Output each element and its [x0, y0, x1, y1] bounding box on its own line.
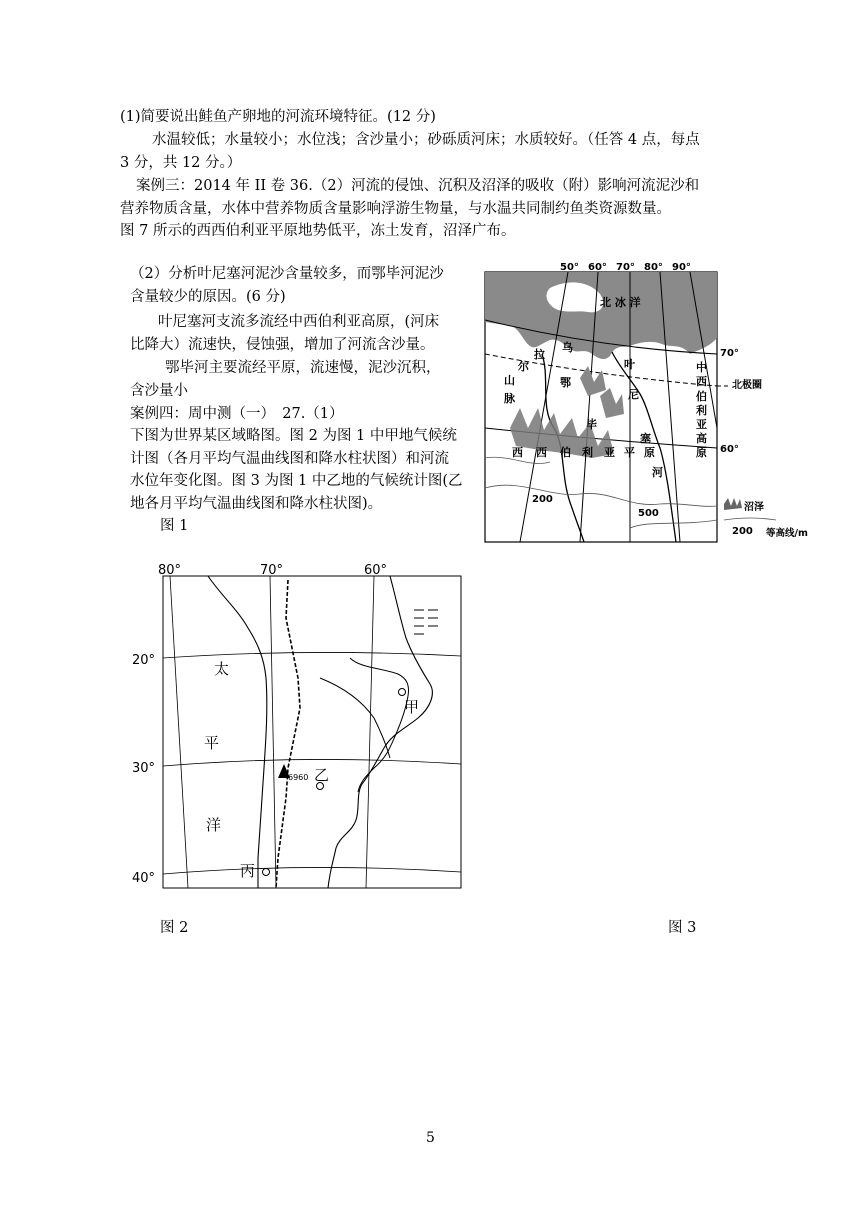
sa-lat-label-40: 40°	[132, 871, 156, 886]
answer-2-line-1: 叶尼塞河支流多流经中西伯利亚高原，(河床	[158, 314, 440, 330]
plateau-char-5: 亚	[696, 418, 707, 431]
west-siberia-map	[480, 258, 820, 548]
sa-lon-label-80: 80°	[158, 563, 182, 578]
yenisei-char-3: 塞	[640, 432, 651, 445]
pacific-char-3: 洋	[206, 816, 222, 834]
plain-char-7: 原	[644, 446, 655, 459]
legend-swamp-label: 沼泽	[744, 502, 764, 513]
figure-3-caption: 图 3	[668, 920, 697, 936]
sa-lon-label-60: 60°	[364, 563, 388, 578]
question-1: (1)简要说出鲑鱼产卵地的河流环境特征。(12 分)	[120, 109, 436, 125]
contour-label-500: 500	[638, 508, 659, 519]
pacific-char-1: 太	[214, 660, 230, 678]
description-line-3: 水位年变化图。图 3 为图 1 中乙地的气候统计图(乙	[130, 473, 463, 489]
contour-label-200: 200	[532, 494, 553, 505]
page-number: 5	[426, 1130, 435, 1146]
sa-lon-label-70: 70°	[260, 563, 284, 578]
yenisei-char-2: 尼	[628, 388, 639, 401]
tributary-river	[320, 678, 390, 758]
lon-label-50: 50°	[560, 262, 579, 273]
arctic-ocean-area	[485, 272, 717, 359]
question-2-line-1: （2）分析叶尼塞河泥沙含量较多，而鄂毕河泥沙	[130, 266, 444, 282]
plateau-char-4: 利	[696, 404, 707, 417]
ural-char-1: 乌	[562, 341, 573, 354]
arctic-ocean-label: 北 冰 洋	[600, 296, 641, 309]
figure-1-caption: 图 1	[160, 518, 189, 534]
sa-lat-label-20: 20°	[132, 653, 156, 668]
ob-char-2: 毕	[586, 418, 597, 431]
case4-heading: 案例四：周中测（一） 27.（1）	[130, 406, 344, 422]
ural-char-4: 山	[504, 374, 515, 387]
jia-point-icon	[399, 689, 406, 696]
answer-1-line-2: 3 分，共 12 分。）	[120, 155, 242, 171]
wetland-pattern	[414, 610, 438, 634]
lat-label-70: 70°	[720, 348, 739, 359]
plateau-char-3: 伯	[696, 390, 707, 403]
south-america-map	[130, 558, 465, 894]
description-line-2: 计图（各月平均气温曲线图和降水柱状图）和河流	[130, 451, 449, 467]
legend-contour-value: 200	[732, 526, 753, 537]
ob-char-1: 鄂	[560, 376, 571, 389]
peak-elevation-label: 6960	[288, 773, 309, 782]
lon-label-90: 90°	[672, 262, 691, 273]
ural-char-2: 拉	[534, 348, 545, 361]
plain-char-1: 西	[512, 446, 523, 459]
lon-label-70: 70°	[616, 262, 635, 273]
andes-ridge	[276, 580, 300, 888]
answer-2-line-2: 比降大）流速快，侵蚀强，增加了河流含沙量。	[130, 337, 435, 353]
sa-lat-label-30: 30°	[132, 761, 156, 776]
bing-point-icon	[263, 869, 270, 876]
lon-label-60: 60°	[588, 262, 607, 273]
case3-line-2: 营养物质含量，水体中营养物质含量影响浮游生物量，与水温共同制约鱼类资源数量。	[120, 201, 671, 217]
jia-label: 甲	[404, 698, 420, 716]
lat-label-60: 60°	[720, 444, 739, 455]
plateau-char-6: 高	[696, 432, 707, 445]
plain-char-3: 伯	[560, 446, 571, 459]
bing-label: 丙	[240, 862, 256, 880]
description-line-4: 地各月平均气温曲线图和降水柱状图)。	[130, 496, 383, 512]
west-coastline	[208, 576, 267, 888]
answer-2-line-4: 含沙量小	[130, 383, 188, 399]
parana-river	[350, 658, 409, 792]
case3-line-1: 案例三：2014 年 II 卷 36.（2）河流的侵蚀、沉积及沼泽的吸收（附）影响河流泥沙和	[136, 178, 700, 194]
plateau-char-7: 原	[696, 446, 707, 459]
legend-contour-label: 等高线/m	[766, 528, 808, 539]
description-line-1: 下图为世界某区域略图。图 2 为图 1 中甲地气候统	[130, 428, 457, 444]
figure-2-caption: 图 2	[160, 920, 189, 936]
question-2-line-2: 含量较少的原因。(6 分)	[130, 289, 286, 305]
case3-line-3: 图 7 所示的西西伯利亚平原地势低平，冻土发育，沼泽广布。	[120, 223, 516, 239]
swamp-legend-icon	[724, 498, 742, 510]
swamp-area-3	[600, 388, 624, 418]
sa-map-frame	[163, 576, 461, 888]
answer-2-line-3: 鄂毕河主要流经平原，流速慢，泥沙沉积，	[165, 360, 441, 376]
yenisei-char-4: 河	[652, 466, 663, 479]
plateau-char-2: 西	[696, 375, 707, 388]
plain-char-2: 西	[536, 446, 547, 459]
yenisei-char-1: 叶	[624, 358, 635, 371]
ural-char-3: 尔	[518, 360, 529, 373]
ural-char-5: 脉	[504, 392, 515, 405]
map-legend	[724, 498, 808, 539]
plateau-char-1: 中	[696, 361, 707, 374]
lon-label-80: 80°	[644, 262, 663, 273]
plain-char-6: 平	[624, 446, 635, 459]
plain-char-5: 亚	[604, 446, 615, 459]
pacific-char-2: 平	[204, 734, 220, 752]
plain-char-4: 利	[582, 446, 593, 459]
arctic-circle-label: 北极圈	[732, 380, 762, 391]
answer-1-line-1: 水温较低；水量较小；水位浅；含沙量小；砂砾质河床；水质较好。（任答 4 点，每点	[152, 132, 700, 148]
yi-label: 乙	[314, 766, 330, 784]
